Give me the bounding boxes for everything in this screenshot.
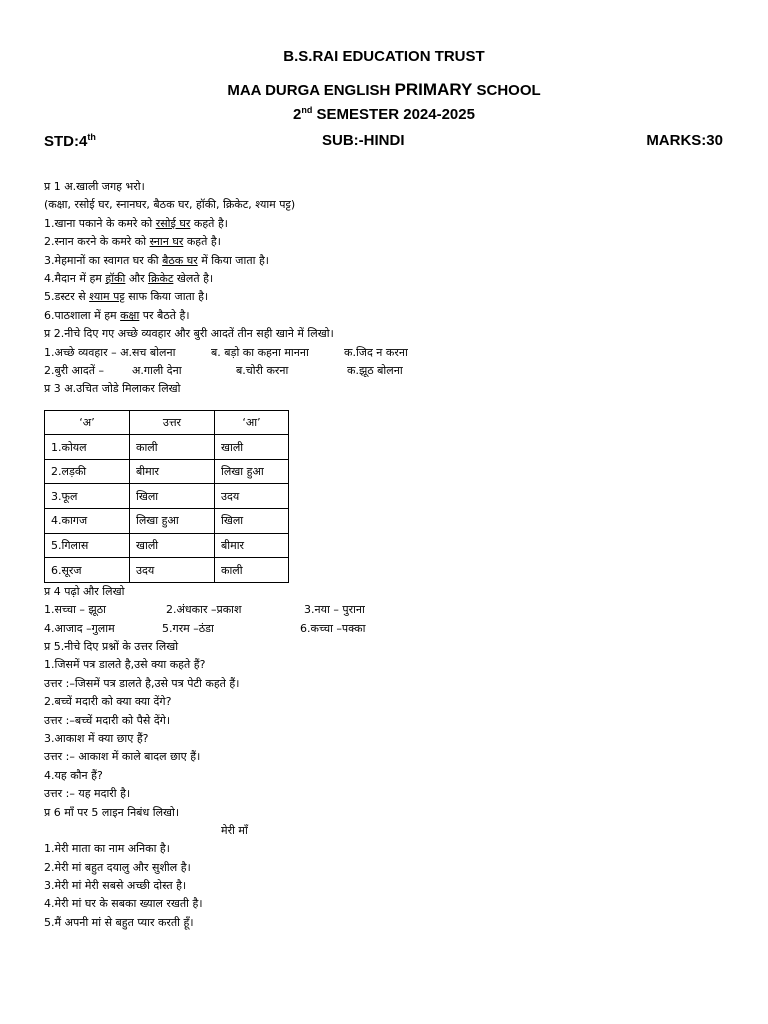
q1-line-4-text: 4.मैदान में हम — [44, 271, 106, 285]
q1-line-2-text: 2.स्नान करने के कमरे को — [44, 235, 150, 249]
essay-line-5: 5.मैं अपनी मां से बहुत प्यार करती हूँ। — [44, 915, 194, 929]
school-name-suffix: SCHOOL — [476, 82, 541, 99]
semester-line — [0, 105, 768, 123]
q1-line-6-answer: कक्षा — [120, 308, 140, 322]
q1-line-6 — [44, 307, 744, 325]
trust-name — [0, 48, 768, 65]
q6-title — [44, 804, 744, 822]
marks-label — [646, 132, 723, 149]
table-cell: 4.कागज — [45, 509, 130, 534]
table-row — [45, 558, 289, 583]
q4-pair-4: 4.आजाद –गुलाम — [44, 621, 115, 635]
q5-answer-2: उत्तर :–बच्चें मदारी को पैसे देंगे। — [44, 713, 171, 727]
q6-title-text: प्र 6 माँ पर 5 लाइन निबंध लिखो। — [44, 805, 180, 819]
q1-line-2 — [44, 233, 744, 251]
q1-line-3-end: में किया जाता है। — [197, 253, 269, 267]
table-cell: 2.लड़की — [45, 459, 130, 484]
q1-title — [44, 178, 744, 196]
q1-line-4 — [44, 270, 744, 288]
q1-line-3-answer: बैठक घर — [162, 253, 198, 267]
q5-question-2: 2.बच्चें मदारी को क्या क्या देंगे? — [44, 695, 172, 709]
table-cell: लिखा हुआ — [130, 509, 215, 534]
q1-title-text: प्र 1 अ.खाली जगह भरो। — [44, 180, 145, 193]
match-head-aa: ‘आ’ — [215, 410, 289, 435]
q1-line-4-middle: और — [125, 271, 149, 285]
list-item — [44, 693, 744, 711]
table-cell: उदय — [130, 558, 215, 583]
std-text: STD:4 — [44, 133, 88, 150]
table-cell: उदय — [215, 484, 289, 509]
table-cell: 3.फूल — [45, 484, 130, 509]
q4-pair-1: 1.सच्चा – झूठा — [44, 603, 106, 617]
q4-row-2 — [44, 620, 744, 638]
q1-line-4-answer-2: क्रिकेट — [148, 271, 174, 285]
table-cell: 5.गिलास — [45, 533, 130, 558]
match-table-body — [45, 410, 289, 582]
list-item — [44, 748, 744, 766]
table-cell: काली — [130, 435, 215, 460]
subject-label — [322, 132, 405, 149]
table-cell: लिखा हुआ — [215, 459, 289, 484]
list-item — [44, 840, 744, 858]
q1-line-4-answer-1: हॉकी — [105, 271, 126, 285]
essay-line-2: 2.मेरी मां बहुत दयालु और सुशील है। — [44, 860, 191, 874]
list-item — [44, 877, 744, 895]
q2-title — [44, 325, 744, 343]
q2-good-2: ब. बड़ो का कहना मानना — [211, 345, 309, 359]
std-label — [44, 132, 96, 150]
q1-line-3-text: 3.मेहमानों का स्वागत घर की — [44, 253, 163, 267]
q1-options — [44, 196, 744, 214]
table-cell: खाली — [215, 435, 289, 460]
exam-body — [44, 178, 744, 932]
q4-pair-3: 3.नया – पुराना — [304, 603, 365, 617]
table-cell: खिला — [130, 484, 215, 509]
q1-line-1 — [44, 215, 744, 233]
q5-title — [44, 638, 744, 656]
q1-line-5-end: साफ किया जाता है। — [124, 290, 209, 304]
table-cell: काली — [215, 558, 289, 583]
semester-suffix: nd — [301, 105, 313, 115]
q1-line-3 — [44, 252, 744, 270]
q2-good-1: 1.अच्छे व्यवहार – अ.सच बोलना — [44, 345, 176, 359]
essay-line-1: 1.मेरी माता का नाम अनिका है। — [44, 842, 170, 856]
q1-line-2-answer: स्नान घर — [149, 235, 184, 249]
list-item — [44, 859, 744, 877]
trust-name-text: B.S.RAI EDUCATION TRUST — [283, 48, 485, 65]
match-table-header — [45, 410, 289, 435]
q1-line-6-end: पर बैठते है। — [139, 308, 190, 322]
q1-line-5-text: 5.डस्टर से — [44, 290, 90, 304]
q2-title-text: प्र 2.नीचे दिए गए अच्छे व्यवहार और बुरी आदतें तीन सही खाने में लिखो। — [44, 327, 334, 341]
q4-title-text: प्र 4 पढ़ो और लिखो — [44, 584, 125, 598]
essay-line-3: 3.मेरी मां मेरी सबसे अच्छी दोस्त है। — [44, 879, 187, 893]
q1-line-1-end: कहते है। — [190, 216, 228, 230]
list-item — [44, 730, 744, 748]
essay-title — [44, 822, 744, 840]
q1-line-1-text: 1.खाना पकाने के कमरे को — [44, 216, 156, 230]
list-item — [44, 656, 744, 674]
q1-line-6-text: 6.पाठशाला में हम — [44, 308, 121, 322]
q5-answer-3: उत्तर :– आकाश में काले बादल छाए हैं। — [44, 750, 201, 764]
table-cell: बीमार — [130, 459, 215, 484]
q3-title — [44, 380, 744, 398]
school-name — [0, 80, 768, 100]
q2-bad-label: 2.बुरी आदतें – — [44, 363, 104, 377]
list-item — [44, 895, 744, 913]
q1-line-2-end: कहते है। — [183, 235, 221, 249]
list-item — [44, 675, 744, 693]
q5-question-1: 1.जिसमें पत्र डालते है,उसे क्या कहते हैं? — [44, 658, 206, 672]
q1-options-text: (कक्षा, रसोई घर, स्नानघर, बैठक घर, हॉकी, क्रिकेट, श्याम पट्ट) — [44, 198, 296, 212]
table-row — [45, 459, 289, 484]
q5-question-4: 4.यह कौन हैं? — [44, 768, 103, 782]
q4-pair-5: 5.गरम –ठंडा — [162, 621, 214, 635]
list-item — [44, 914, 744, 932]
marks-text: MARKS:30 — [646, 132, 723, 149]
q5-answer-4: उत्तर :– यह मदारी है। — [44, 787, 131, 801]
essay-title-text: मेरी माँ — [221, 823, 248, 837]
list-item — [44, 712, 744, 730]
semester-number: 2 — [293, 106, 302, 123]
q4-row-1 — [44, 601, 744, 619]
table-cell: खाली — [130, 533, 215, 558]
q1-line-5 — [44, 288, 744, 306]
q3-title-text: प्र 3 अ.उचित जोडे मिलाकर लिखो — [44, 382, 181, 396]
q5-title-text: प्र 5.नीचे दिए प्रश्नों के उत्तर लिखो — [44, 640, 179, 654]
q4-pair-6: 6.कच्चा –पक्का — [300, 621, 366, 635]
std-suffix: th — [87, 132, 96, 142]
table-cell: 1.कोयल — [45, 435, 130, 460]
school-name-part: MAA DURGA ENGLISH — [227, 82, 391, 99]
match-head-answer: उत्तर — [130, 410, 215, 435]
q2-bad-2: ब.चोरी करना — [236, 363, 289, 377]
q5-question-3: 3.आकाश में क्या छाए हैं? — [44, 731, 149, 745]
table-cell: बीमार — [215, 533, 289, 558]
q4-title — [44, 583, 744, 601]
match-table — [44, 410, 289, 583]
table-cell: खिला — [215, 509, 289, 534]
q4-pair-2: 2.अंधकार –प्रकाश — [166, 603, 242, 617]
list-item — [44, 767, 744, 785]
semester-text: SEMESTER 2024-2025 — [316, 106, 475, 123]
q5-answer-1: उत्तर :–जिसमें पत्र डालते है,उसे पत्र पेटी कहते हैं। — [44, 676, 240, 690]
q2-row-bad — [44, 362, 744, 380]
list-item — [44, 785, 744, 803]
q2-row-good — [44, 344, 744, 362]
school-name-primary: PRIMARY — [394, 80, 473, 99]
table-row — [45, 484, 289, 509]
match-head-a: ‘अ’ — [45, 410, 130, 435]
table-cell: 6.सूरज — [45, 558, 130, 583]
essay-line-4: 4.मेरी मां घर के सबका ख्याल रखती है। — [44, 897, 203, 911]
q2-bad-3: क.झूठ बोलना — [347, 363, 403, 377]
q2-good-3: क.जिद न करना — [344, 345, 408, 359]
table-row — [45, 435, 289, 460]
q2-bad-1: अ.गाली देना — [132, 363, 182, 377]
table-row — [45, 533, 289, 558]
q1-line-4-end: खेलते है। — [173, 271, 214, 285]
subject-text: SUB:-HINDI — [322, 132, 405, 149]
table-row — [45, 509, 289, 534]
q1-line-5-answer: श्याम पट्ट — [89, 290, 125, 304]
q1-line-1-answer: रसोई घर — [155, 216, 191, 230]
